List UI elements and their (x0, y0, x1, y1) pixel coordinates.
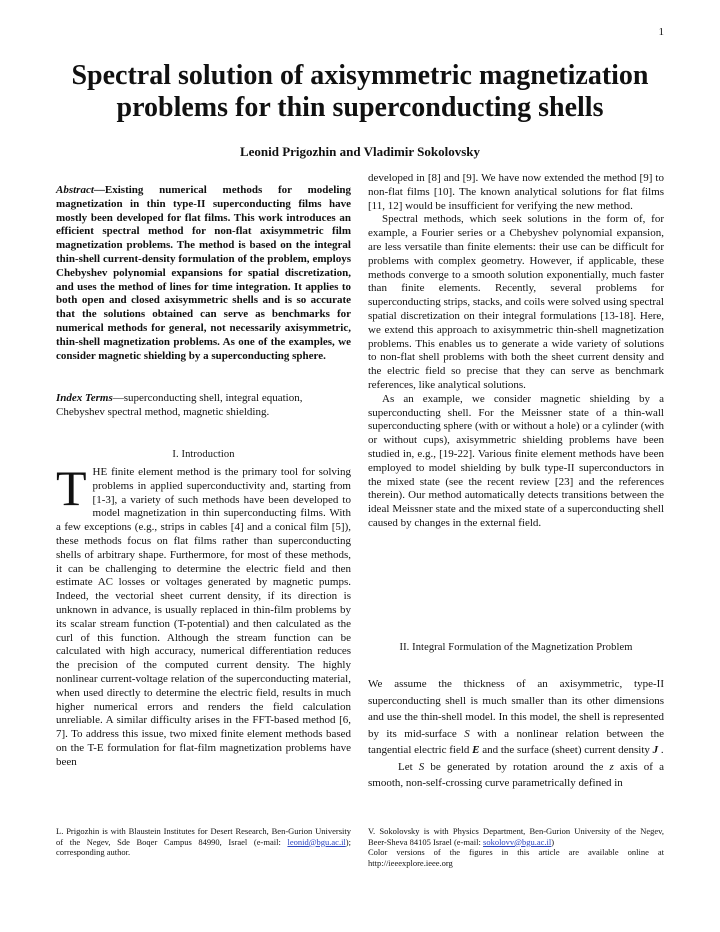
email-link-prigozhin[interactable]: leonid@bgu.ac.il (287, 836, 346, 847)
paragraph: developed in [8] and [9]. We have now extended the method [9] to non-flat films [10]. The known analytical solutions for flat films [11, 12] would be insufficient for verifying the new method. (368, 172, 664, 212)
math-var-z: z (609, 760, 614, 773)
section-heading-integral-formulation: II. Integral Formulation of the Magnetization Problem (399, 642, 633, 653)
index-terms-text: —superconducting shell, integral equation, Chebyshev spectral method, magnetic shielding. (56, 392, 303, 418)
authors: Leonid Prigozhin and Vladimir Sokolovsky (239, 144, 481, 159)
index-terms (56, 392, 351, 420)
paper-title: Spectral solution of axisymmetric magnetization problems for thin superconducting shells (71, 60, 649, 123)
footnote-prigozhin (56, 826, 351, 858)
math-var-S: S (418, 760, 425, 773)
abstract-text: —Existing numerical methods for modeling magnetization in thin type-II superconducting films have mostly been developed for flat films. This work introduces an efficient spectral method for non-flat axisymmetric film magnetization problems. The method is based on the integral thin-shell current-density formulation of the problem, employs Chebyshev polynomial expansions for spatial discretization, and uses the method of lines for time integration. It applies to both open and closed axisymmetric shells and is so accurate that the solutions obtained can serve as benchmarks for numerical methods for general, not necessarily axisymmetric, thin-shell magnetization problems. As one of the examples, we consider magnetic shielding by a superconducting sphere. (56, 184, 351, 362)
math-var-J: J (652, 744, 659, 756)
text-span: ) (551, 836, 555, 847)
text-span: ); corresponding author. (56, 836, 351, 857)
introduction-text: HE finite element method is the primary tool for solving problems in applied superconductivity and, starting from [1-3], a variety of such methods have been developed to model magnetization in thin superconducting films. With a few exceptions (e.g., strips in cables [4] and a conical film [5]), these methods focus on flat films rather than superconducting shells of arbitrary shape. Furthermore, for most of these methods, it can be challenging to determine the electric field and then estimate AC losses or voltages generated by magnetic pumps. Indeed, the vectorial sheet current density, if its direction is unknown in advance, is usually replaced in thin-film problems by its scalar stream function (T-potential) and then calculated as the curl of this function. Although the stream function can be calculated with high accuracy, numerical differentiation reduces the precision of the computed current density. The highly nonlinear current-voltage relation of the superconducting material, when used directly to determine the electric field, results in much higher numerical errors and renders the field calculation unreliable. A similar difficulty arises in the FFT-based method [6, 7]. To address this issue, two mixed finite element methods based on the T-E formulation for flat-film magnetization problems have been (56, 466, 351, 768)
text-span: and the surface (sheet) current density (479, 744, 653, 756)
index-terms-lead: Index Terms (56, 392, 113, 404)
right-column-body (368, 172, 664, 531)
abstract (56, 184, 351, 363)
text-span: axis of a smooth, non-self-crossing curve parametrically defined in (368, 760, 664, 789)
text-span: with a nonlinear relation between the tangential electric field (368, 727, 664, 756)
math-var-S: S (464, 727, 470, 740)
text-span: be generated by rotation around the (424, 760, 610, 773)
email-link-sokolovsky[interactable]: sokolovv@bgu.ac.il (483, 836, 552, 847)
math-var-E: E (472, 744, 480, 756)
text-span: . (658, 744, 664, 756)
page-number: 1 (658, 26, 664, 38)
section-heading-introduction: I. Introduction (172, 449, 235, 460)
paragraph: Spectral methods, which seek solutions in the form of, for example, a Fourier series or a Chebyshev polynomial expansion, are less versatile than finite elements: their use can be difficult for problems with complex geometry. However, if applicable, these methods converge to a smooth solution exponentially, much faster than finite elements. Recently, several problems for superconducting strips, stacks, and coils were solved using spectral spatial discretization on their integral formulations [13-18]. Here, we extend this approach to axisymmetric thin-shell magnetization problems. This enables us to generate a wide variety of solutions to non-flat shell problems with both the sheet current density and the electric field so precise that they can serve as benchmark references, like analytical solutions. (368, 213, 664, 391)
text-span: We assume the thickness of an axisymmetric, type-II superconducting shell is much smaller than its other dimensions and use the thin-shell model. In this model, the shell is represented by its mid-surface (368, 678, 664, 740)
paragraph: As an example, we consider magnetic shielding by a superconducting shell. For the Meissner state of a thin-wall superconducting sphere (with or without a hole) or a cylinder (with or without cups), axisymmetric shielding problems have been studied in, e.g., [19-22]. Various finite element methods have been employed to model shielding by bulk type-II superconductors in the mixed state (see the recent review [23] and the references therein). Our method automatically detects transitions between the ideal Meissner state and the mixed state of a superconducting shell caused by changes in the external field. (368, 392, 664, 529)
footnote-sokolovsky (368, 826, 664, 868)
abstract-lead: Abstract (56, 184, 94, 196)
text-span: Let (398, 760, 419, 773)
introduction-body (56, 460, 351, 770)
text-span: L. Prigozhin is with Blaustein Institutes for Desert Research, Ben-Gurion University of the Negev, Sde Boqer Campus 84990, Israel (e-mail: (56, 826, 351, 847)
drop-cap: T (56, 460, 87, 516)
text-span: V. Sokolovsky is with Physics Department, Ben-Gurion University of the Negev, Beer-Sheva 84105 Israel (e-mail: (368, 826, 664, 847)
color-versions-note: Color versions of the figures in this article are available online at http://ieeexplore.ieee.org (368, 847, 664, 868)
section2-body (368, 676, 664, 792)
